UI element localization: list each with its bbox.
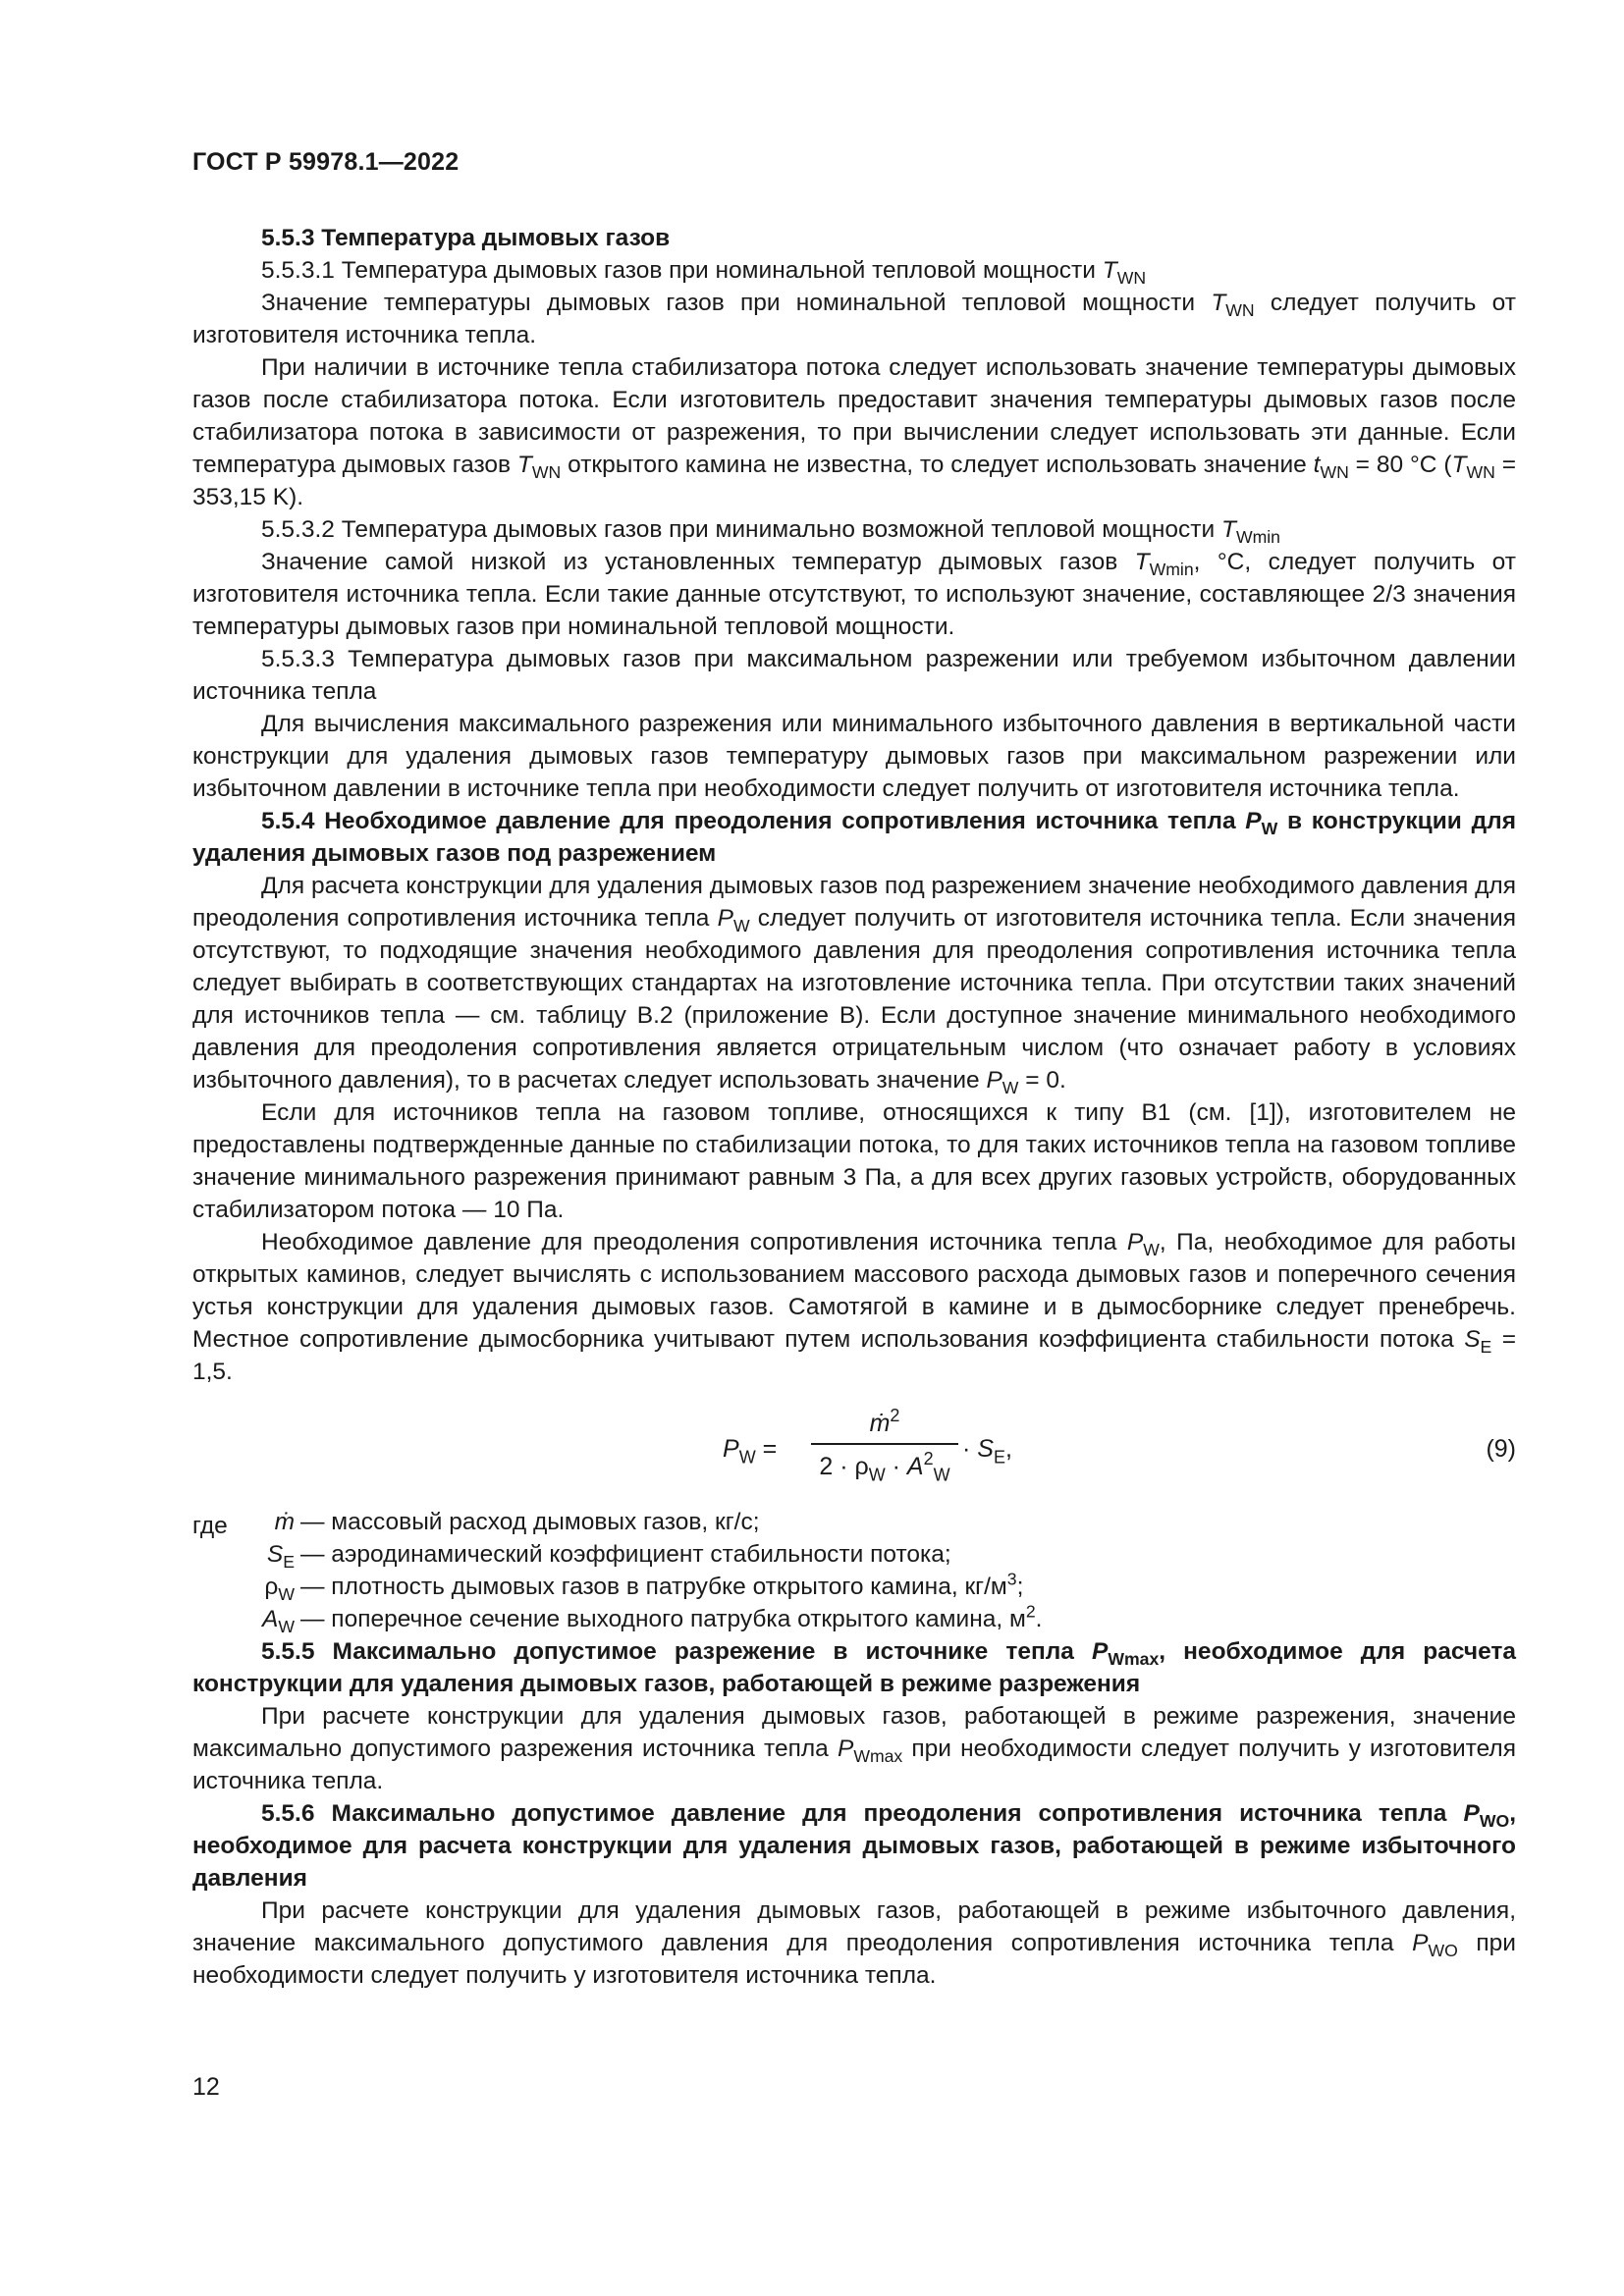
text: следует получить от изготовителя источника тепла. Если значения отсутствуют, то подходящие значения необходимого давления для преодоления сопротивления источника тепла следует выбирать в соответствующих стандартах на изготовление источника тепла. При отсутствии таких значений для источников тепла — см. таблицу В.2 (приложение В). Если доступное значение минимального необходимого давления для преодоления сопротивления является отрицательным числом (что означает работу в условиях избыточного давления), то в расчетах следует использовать значение	[192, 905, 1516, 1094]
formula-rhs	[962, 1433, 1012, 1466]
var: S	[266, 1541, 284, 1568]
paragraph: Если для источников тепла на газовом топливе, относящихся к типу B1 (см. [1]), изготовителем не предоставлены подтвержденные данные по стабилизации потока, то для таких источников тепла на газовом топливе значение минимального разрежения принимают равным 3 Па, а для всех других газовых устройств, оборудованных стабилизатором потока — 10 Па.	[192, 1099, 1516, 1223]
var: S	[977, 1435, 994, 1463]
text: ,	[1004, 1435, 1012, 1463]
superscript: 2	[890, 1406, 900, 1426]
clause-5-5-3-3: 5.5.3.3 Температура дымовых газов при максимальном разрежении или требуемом избыточном давлении источника тепла	[192, 646, 1516, 705]
definition-label	[192, 1603, 300, 1635]
var: t	[1313, 452, 1321, 478]
text: 5.5.6 Максимально допустимое давление для преодоления сопротивления источника тепла	[261, 1800, 1464, 1827]
section-5-5-4-heading	[192, 805, 1516, 870]
text: При наличии в источнике тепла стабилизатора потока следует использовать значение температуры дымовых газов после стабилизатора потока. Если изготовитель предоставит значения температуры дымовых газов после стабилизатора потока в зависимости от разрежения, то при вычислении следует использовать эти данные. Если температура дымовых газов	[192, 354, 1516, 478]
clause-5-5-3-1	[192, 254, 1516, 287]
definition-text	[300, 1603, 1516, 1635]
var: ṁ	[869, 1410, 891, 1437]
text: = 80 °C (	[1348, 452, 1452, 478]
var: P	[1092, 1638, 1109, 1665]
equals: =	[762, 1435, 778, 1463]
subscript: W	[933, 1464, 950, 1484]
text: ;	[1016, 1574, 1024, 1600]
clause-5-5-3-2	[192, 513, 1516, 546]
text: в конструкции для удаления дымовых газов под разрежением	[192, 808, 1516, 867]
subscript: W	[868, 1464, 886, 1484]
document-body	[192, 222, 1516, 1992]
text: , необходимое для расчета конструкции для удаления дымовых газов, работающей в режиме избыточного давления	[192, 1800, 1516, 1892]
var: P	[1126, 1229, 1144, 1255]
var: T	[1134, 549, 1150, 575]
var: P	[1245, 808, 1262, 834]
subscript: WO	[1428, 1941, 1458, 1961]
formula-fraction	[811, 1404, 958, 1488]
text: .	[1035, 1606, 1043, 1632]
definition-symbol	[262, 1603, 295, 1635]
text: — поперечное сечение выходного патрубка открытого камина, м	[300, 1606, 1026, 1632]
var: T	[1220, 516, 1236, 543]
definition-symbol	[275, 1506, 295, 1538]
subscript: W	[738, 1447, 756, 1468]
definition-symbol	[267, 1538, 295, 1571]
section-5-5-6-heading	[192, 1797, 1516, 1895]
text: 5.5.3.1 Температура дымовых газов при номинальной тепловой мощности	[261, 257, 1103, 284]
paragraph	[192, 1895, 1516, 1992]
text: — плотность дымовых газов в патрубке открытого камина, кг/м	[300, 1574, 1007, 1600]
subscript: Wmax	[1108, 1649, 1160, 1670]
superscript: 2	[923, 1448, 934, 1468]
subscript: W	[1261, 819, 1278, 839]
var: P	[986, 1067, 1002, 1094]
definition-item	[192, 1603, 1516, 1635]
subscript: W	[732, 916, 750, 936]
text: Значение самой низкой из установленных температур дымовых газов	[261, 549, 1135, 575]
definition-label	[192, 1571, 300, 1603]
subscript: Wmax	[853, 1746, 903, 1767]
section-5-5-3-heading: 5.5.3 Температура дымовых газов	[261, 225, 671, 251]
subscript: WN	[1225, 300, 1255, 321]
text: 2 · ρ	[819, 1452, 869, 1480]
definition-text: — аэродинамический коэффициент стабильности потока;	[300, 1541, 951, 1568]
var: P	[723, 1435, 739, 1463]
text: = 0.	[1018, 1067, 1066, 1094]
text: При расчете конструкции для удаления дымовых газов, работающей в режиме разрежения, значение максимально допустимого разрежения источника тепла	[192, 1703, 1516, 1762]
text: ·	[962, 1435, 978, 1463]
definition-label	[192, 1538, 300, 1571]
var: T	[1451, 452, 1467, 478]
subscript: W	[278, 1584, 295, 1605]
subscript: E	[1480, 1337, 1492, 1358]
where-label: где	[192, 1513, 228, 1539]
paragraph	[192, 1226, 1516, 1388]
text: При расчете конструкции для удаления дымовых газов, работающей в режиме избыточного давления, значение максимального допустимого давления для преодоления сопротивления источника тепла	[192, 1897, 1516, 1956]
var: P	[717, 905, 733, 932]
subscript: W	[1143, 1240, 1160, 1260]
subscript: Wmin	[1235, 527, 1280, 548]
subscript: WN	[1466, 462, 1495, 483]
subscript: WN	[1116, 268, 1147, 289]
paragraph	[192, 287, 1516, 351]
formula-number: (9)	[1486, 1435, 1516, 1463]
subscript: WO	[1479, 1811, 1510, 1832]
var: A	[262, 1606, 279, 1632]
var: P	[837, 1735, 854, 1762]
subscript: W	[1001, 1078, 1019, 1098]
text: 5.5.4 Необходимое давление для преодоления сопротивления источника тепла	[261, 808, 1246, 834]
text: следует получить от изготовителя источника тепла.	[192, 290, 1516, 348]
text: открытого камина не известна, то следует использовать значение	[561, 452, 1314, 478]
definition-symbol	[264, 1571, 295, 1603]
text: Необходимое давление для преодоления сопротивления источника тепла	[261, 1229, 1127, 1255]
text: 5.5.5 Максимально допустимое разрежение в источнике тепла	[261, 1638, 1092, 1665]
text: , °C, следует получить от изготовителя источника тепла. Если такие данные отсутствуют, то используют значение, составляющее 2/3 значения температуры дымовых газов при номинальной тепловой мощности.	[192, 549, 1516, 640]
definition-item	[192, 1506, 1516, 1538]
formula-definitions	[192, 1506, 1516, 1635]
paragraph	[192, 1700, 1516, 1797]
text: , необходимое для расчета конструкции для удаления дымовых газов, работающей в режиме разрежения	[192, 1638, 1516, 1697]
var: T	[1102, 257, 1117, 284]
section-5-5-5-heading	[192, 1635, 1516, 1700]
var: A	[906, 1452, 924, 1480]
var: ṁ	[274, 1509, 295, 1535]
document-header: ГОСТ Р 59978.1—2022	[192, 148, 460, 176]
paragraph: Для вычисления максимального разрежения или минимального избыточного давления в вертикальной части конструкции для удаления дымовых газов температуру дымовых газов при максимальном разрежении или избыточном давлении в источнике тепла при необходимости следует получить от изготовителя источника тепла.	[192, 711, 1516, 802]
definition-text: — массовый расход дымовых газов, кг/с;	[300, 1509, 760, 1535]
formula-9	[192, 1394, 1516, 1500]
var: S	[1464, 1326, 1481, 1353]
var: ρ	[264, 1574, 279, 1600]
text: = 353,15 K).	[192, 452, 1516, 510]
paragraph	[192, 546, 1516, 643]
definition-item	[192, 1538, 1516, 1571]
subscript: W	[278, 1617, 295, 1637]
subscript: Wmin	[1149, 560, 1194, 580]
var: T	[1211, 290, 1226, 316]
definition-item	[192, 1571, 1516, 1603]
paragraph	[192, 870, 1516, 1096]
var: P	[1463, 1800, 1480, 1827]
text: 5.5.3.2 Температура дымовых газов при минимально возможной тепловой мощности	[261, 516, 1221, 543]
subscript: E	[283, 1552, 295, 1573]
superscript: 2	[1025, 1601, 1036, 1622]
subscript: WN	[1320, 462, 1349, 483]
text: при необходимости следует получить у изготовителя источника тепла.	[192, 1930, 1516, 1989]
text: ·	[885, 1452, 907, 1480]
definition-text	[300, 1571, 1516, 1603]
text: , Па, необходимое для работы открытых каминов, следует вычислять с использованием массового расхода дымовых газов и поперечного сечения устья конструкции для удаления дымовых газов. Самотягой в камине и в дымосборнике следует пренебречь. Местное сопротивление дымосборника учитывают путем использования коэффициента стабильности потока	[192, 1229, 1516, 1353]
text: Для расчета конструкции для удаления дымовых газов под разрежением значение необходимого давления для преодоления сопротивления источника тепла	[192, 873, 1516, 932]
var: T	[516, 452, 532, 478]
denominator	[811, 1445, 958, 1488]
page-number: 12	[192, 2073, 220, 2101]
formula-lhs	[723, 1433, 777, 1466]
numerator	[811, 1404, 958, 1443]
text: при необходимости следует получить у изготовителя источника тепла.	[192, 1735, 1516, 1794]
definition-label	[192, 1506, 300, 1538]
subscript: E	[993, 1447, 1005, 1468]
subscript: WN	[531, 462, 562, 483]
superscript: 3	[1006, 1569, 1017, 1589]
text: = 1,5.	[192, 1326, 1516, 1385]
text: Значение температуры дымовых газов при номинальной тепловой мощности	[261, 290, 1212, 316]
var: P	[1412, 1930, 1429, 1956]
paragraph	[192, 351, 1516, 513]
